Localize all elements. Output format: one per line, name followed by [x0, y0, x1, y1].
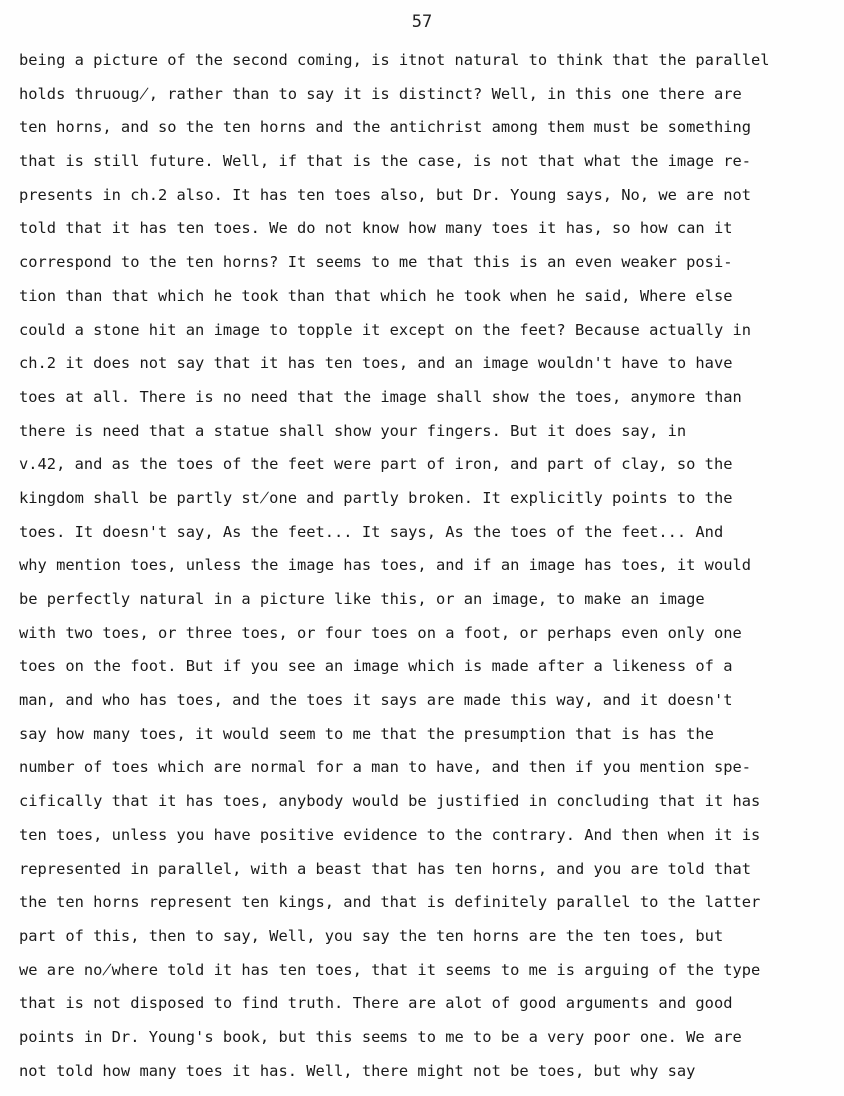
text-line: being a picture of the second coming, is itnot natural to think that the parallel: [19, 51, 770, 69]
text-line: correspond to the ten horns? It seems to me that this is an even weaker posi-: [19, 253, 733, 272]
text-line: ten toes, unless you have positive evidence to the contrary. And then when it is: [19, 825, 761, 844]
text-line: v.42, and as the toes of the feet were part of iron, and part of clay, so the: [19, 455, 733, 474]
text-line: say how many toes, it would seem to me that the presumption that is has the: [19, 724, 714, 743]
text-line: toes on the foot. But if you see an image which is made after a likeness of a: [19, 657, 733, 676]
text-line: with two toes, or three toes, or four toes on a foot, or perhaps even only one: [19, 623, 742, 642]
text-line: told that it has ten toes. We do not know how many toes it has, so how can it: [19, 219, 733, 238]
text-line: could a stone hit an image to topple it except on the feet? Because actually in: [19, 320, 752, 339]
text-line: ch.2 it does not say that it has ten toes, and an image wouldn't have to have: [19, 354, 733, 373]
text-line: be perfectly natural in a picture like this, or an image, to make an image: [19, 590, 705, 608]
text-line: ten horns, and so the ten horns and the antichrist among them must be something: [19, 118, 752, 137]
text-line: points in Dr. Young's book, but this seems to me to be a very poor one. We are: [19, 1027, 742, 1046]
text-line: the ten horns represent ten kings, and that is definitely parallel to the latter: [19, 893, 761, 912]
text-line: part of this, then to say, Well, you say the ten horns are the ten toes, but: [19, 926, 724, 945]
text-line: toes. It doesn't say, As the feet... It says, As the toes of the feet... And: [19, 522, 724, 541]
text-line: kingdom shall be partly st̸one and partly broken. It explicitly points to the: [19, 488, 733, 507]
text-line: holds thruoug̸, rather than to say it is distinct? Well, in this one there are: [19, 84, 742, 103]
text-line: toes at all. There is no need that the image shall show the toes, anymore than: [19, 387, 742, 406]
page-number: 57: [411, 12, 433, 32]
text-line: number of toes which are normal for a man to have, and then if you mention spe-: [19, 758, 752, 777]
text-line: cifically that it has toes, anybody would be justified in concluding that it has: [19, 792, 761, 811]
body-text: [19, 48, 839, 1092]
text-line: we are no̸where told it has ten toes, that it seems to me is arguing of the type: [19, 960, 761, 979]
text-line: why mention toes, unless the image has toes, and if an image has toes, it would: [19, 556, 752, 575]
text-line: man, and who has toes, and the toes it says are made this way, and it doesn't: [19, 691, 733, 710]
text-line: that is not disposed to find truth. There are alot of good arguments and good: [19, 994, 733, 1013]
text-line: presents in ch.2 also. It has ten toes also, but Dr. Young says, No, we are not: [19, 185, 752, 204]
text-line: that is still future. Well, if that is the case, is not that what the image re-: [19, 152, 752, 171]
text-line: represented in parallel, with a beast that has ten horns, and you are told that: [19, 859, 752, 878]
text-line: tion than that which he took than that which he took when he said, Where else: [19, 286, 733, 305]
text-line: not told how many toes it has. Well, there might not be toes, but why say: [19, 1061, 696, 1080]
text-line: there is need that a statue shall show your fingers. But it does say, in: [19, 421, 687, 440]
